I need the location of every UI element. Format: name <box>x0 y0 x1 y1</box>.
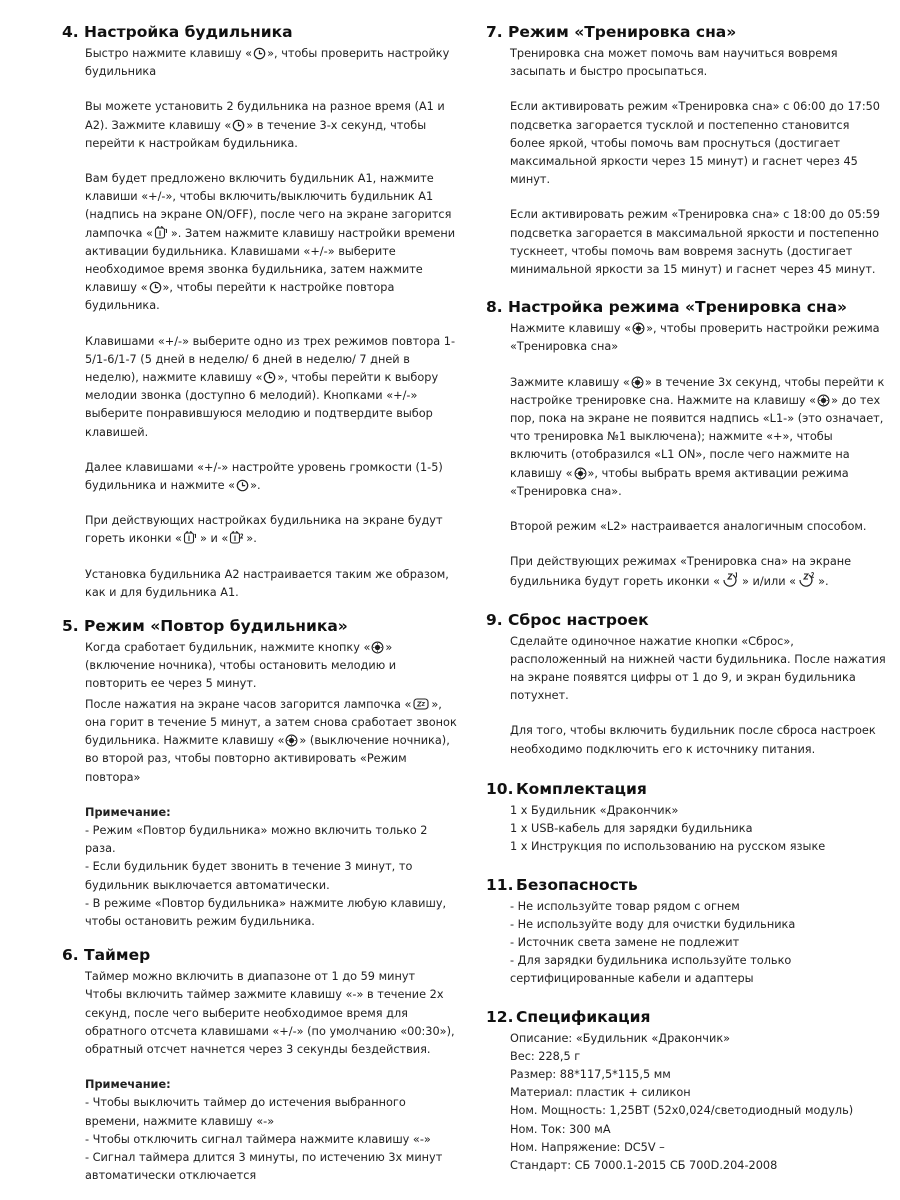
list-item: - Источник света замене не подлежит <box>510 935 740 949</box>
section-heading <box>486 875 886 895</box>
section-timer <box>62 945 457 1185</box>
list-item: 1 х USB-кабель для зарядки будильника <box>510 822 753 836</box>
section-number: 6. <box>62 946 79 965</box>
section-heading <box>62 945 457 965</box>
alarm-1-icon <box>183 531 199 545</box>
nightlight-icon <box>632 322 645 335</box>
section-number: 9. <box>486 610 503 629</box>
spec-item: Вес: 228,5 г <box>510 1049 581 1063</box>
section-heading <box>486 1007 886 1027</box>
section-title: Таймер <box>84 946 151 965</box>
section-heading <box>62 22 457 42</box>
section-number: 7. <box>486 23 503 41</box>
list-item: - Не используйте товар рядом с огнем <box>510 899 740 913</box>
list-item: - Для зарядки будильника используйте только сертифицированные кабели и адаптеры <box>510 954 792 986</box>
spec-item: Ном. Напряжение: DC5V – <box>510 1140 665 1154</box>
spec-item: Ном. Ток: 300 мА <box>510 1122 611 1136</box>
nightlight-icon <box>285 734 298 747</box>
note-item: - Чтобы выключить таймер до истечения выбранного времени, нажмите клавишу «-» <box>85 1096 406 1128</box>
spec-item: Описание: «Будильник «Дракончик» <box>510 1031 731 1045</box>
section-number: 5. <box>62 617 79 636</box>
nightlight-icon <box>631 376 644 389</box>
note-item: - В режиме «Повтор будильника» нажмите любую клавишу, чтобы остановить режим будильника. <box>85 896 447 928</box>
section-sleep-training-setup <box>486 297 886 591</box>
section-title: Безопасность <box>516 875 638 894</box>
paragraph: Тренировка сна может помочь вам научиться вовремя засыпать и быстро просыпаться. <box>510 47 838 79</box>
nightlight-icon <box>574 467 587 480</box>
section-title: Комплектация <box>516 779 647 798</box>
alarm-1-icon <box>154 226 170 240</box>
note-item: - Если будильник будет звонить в течение 3 минут, то будильник выключается автоматически. <box>85 860 413 892</box>
paragraph: Клавишами «+/-» выберите одно из трех режимов повтора 1-5/1-6/1-7 (5 дней в неделю/ 6 дней в неделю/ 7 дней в неделю), нажмите клавишу « », чтобы перейти к выбору мелодии звонка (доступно 6 мелодий). Кнопками «+/-» выберите понравившуюся мелодию и подтвердите выбор клавишей. <box>85 334 456 439</box>
nightlight-icon <box>371 641 384 654</box>
clock-icon <box>253 47 266 60</box>
section-heading <box>486 297 886 317</box>
note-item: - Режим «Повтор будильника» можно включить только 2 раза. <box>85 823 428 856</box>
paragraph: Если активировать режим «Тренировка сна» с 18:00 до 05:59 подсветка загорается в максимальной яркости и постепенно тускнеет, чтобы помочь вам вовремя заснуть (достигает минимальной яркости за 15 минут) и гаснет через 45 минут. <box>510 208 880 277</box>
section-specification <box>486 1007 886 1176</box>
nightlight-icon <box>817 394 830 407</box>
section-package-contents <box>486 779 886 857</box>
paragraph: Быстро нажмите клавишу « », чтобы проверить настройку будильника <box>85 47 450 79</box>
section-title: Спецификация <box>516 1007 651 1026</box>
paragraph: Вы можете установить 2 будильника на разное время (А1 и А2). Зажмите клавишу « » в течение 3-х секунд, чтобы перейти к настройкам будильника. <box>85 100 445 150</box>
paragraph: Далее клавишами «+/-» настройте уровень громкости (1-5) будильника и нажмите « ». <box>85 460 443 493</box>
section-sleep-training <box>486 22 886 279</box>
section-number: 12. <box>486 1007 514 1026</box>
section-title: Настройка режима «Тренировка сна» <box>508 298 848 317</box>
list-item: - Не используйте воду для очистки будильника <box>510 917 796 931</box>
paragraph: При действующих режимах «Тренировка сна» на экране будильника будут гореть иконки « » и/или « ». <box>510 555 852 589</box>
section-number: 11. <box>486 875 514 894</box>
list-item: 1 х Инструкция по использованию на русском языке <box>510 840 826 854</box>
section-heading <box>486 22 886 42</box>
note-title: Примечание: <box>85 1078 171 1092</box>
paragraph: Зажмите клавишу « » в течение 3х секунд, чтобы перейти к настройке тренировке сна. Нажмите на клавишу « » до тех пор, пока на экране не появится надпись «L1-» (это означает, что тренировка №1 выключена); нажмите «+», чтобы включить (отобразился «L1 ON», после чего нажмите на клавишу « », чтобы выбрать время активации режима «Тренировка сна». <box>510 375 885 498</box>
section-heading <box>486 779 886 799</box>
alarm-2-icon <box>229 531 245 545</box>
clock-icon <box>263 371 276 384</box>
clock-icon <box>149 281 162 294</box>
right-column <box>486 22 886 1189</box>
paragraph: После нажатия на экране часов загорится лампочка « », она горит в течение 5 минут, а затем снова сработает звонок будильника. Нажмите клавишу « » (выключение ночника), во второй раз, чтобы повторно активировать «Режим повтора» <box>85 697 457 784</box>
note-title: Примечание: <box>85 805 171 819</box>
note-item: - Чтобы отключить сигнал таймера нажмите клавишу «-» <box>85 1132 431 1146</box>
paragraph: Если активировать режим «Тренировка сна» с 06:00 до 17:50 подсветка загорается тусклой и постепенно становится более яркой, чтобы помочь вам проснуться (достигает максимальной яркости через 15 минут) и гаснет через 45 минут. <box>510 100 880 187</box>
spec-item: Ном. Мощность: 1,25ВТ (52х0,024/светодиодный модуль) <box>510 1104 854 1118</box>
spec-item: Стандарт: СБ 7000.1-2015 СБ 700D.204-2008 <box>510 1158 778 1172</box>
section-safety <box>486 875 886 989</box>
paragraph: Чтобы включить таймер зажмите клавишу «-» в течение 2х секунд, после чего выберите необходимое время для обратного отсчета клавишами «+/-» (по умолчанию «00:30»), обратный отсчет начнется через 3 секунды бездействия. <box>85 988 455 1056</box>
note-item: - Сигнал таймера длится 3 минуты, по истечению 3х минут автоматически отключается <box>85 1150 443 1183</box>
spec-item: Материал: пластик + силикон <box>510 1086 691 1100</box>
section-number: 10. <box>486 779 514 798</box>
clock-icon <box>236 479 249 492</box>
paragraph: Для того, чтобы включить будильник после сброса настроек необходимо подключить его к источнику питания. <box>510 724 876 756</box>
section-alarm-setup <box>62 22 457 602</box>
section-title: Режим «Повтор будильника» <box>84 617 348 636</box>
paragraph: Установка будильника А2 настраивается таким же образом, как и для будильника А1. <box>85 567 449 599</box>
sleep-mode-2-icon <box>797 571 817 588</box>
paragraph: Вам будет предложено включить будильник А1, нажмите клавиши «+/-», чтобы включить/выключить будильник А1 (надпись на экране ON/OFF), после чего на экране загорится лампочка « ». Затем нажмите клавишу настройки времени активации будильника. Клавишами «+/-» выберите необходимое время звонка будильника, затем нажмите клавишу « », чтобы перейти к настройке повтора будильника. <box>85 172 456 313</box>
section-number: 8. <box>486 298 503 317</box>
paragraph: Когда сработает будильник, нажмите кнопку « » (включение ночника), чтобы остановить мелодию и повторить ее через 5 минут. <box>85 641 397 691</box>
paragraph: Сделайте одиночное нажатие кнопки «Сброс», расположенный на нижней части будильника. После нажатия на экране появятся цифры от 1 до 9, и экран будильника потухнет. <box>510 634 886 703</box>
section-number: 4. <box>62 23 79 41</box>
sleep-mode-1-icon <box>721 571 741 588</box>
section-title: Режим «Тренировка сна» <box>508 23 737 41</box>
paragraph: Второй режим «L2» настраивается аналогичным способом. <box>510 520 867 534</box>
snooze-icon <box>412 697 430 711</box>
spec-item: Размер: 88*117,5*115,5 мм <box>510 1067 671 1081</box>
section-heading <box>62 616 457 636</box>
clock-icon <box>232 119 245 132</box>
section-reset <box>486 610 886 759</box>
paragraph: При действующих настройках будильника на экране будут гореть иконки « » и « ». <box>85 514 443 546</box>
section-title: Сброс настроек <box>508 610 649 629</box>
list-item: 1 х Будильник «Дракончик» <box>510 803 679 817</box>
paragraph: Нажмите клавишу « », чтобы проверить настройки режима «Тренировка сна» <box>510 322 880 354</box>
section-title: Настройка будильника <box>84 23 293 41</box>
section-heading <box>486 610 886 630</box>
paragraph: Таймер можно включить в диапазоне от 1 до 59 минут <box>85 970 416 984</box>
left-column <box>62 22 457 1199</box>
section-snooze <box>62 616 457 931</box>
